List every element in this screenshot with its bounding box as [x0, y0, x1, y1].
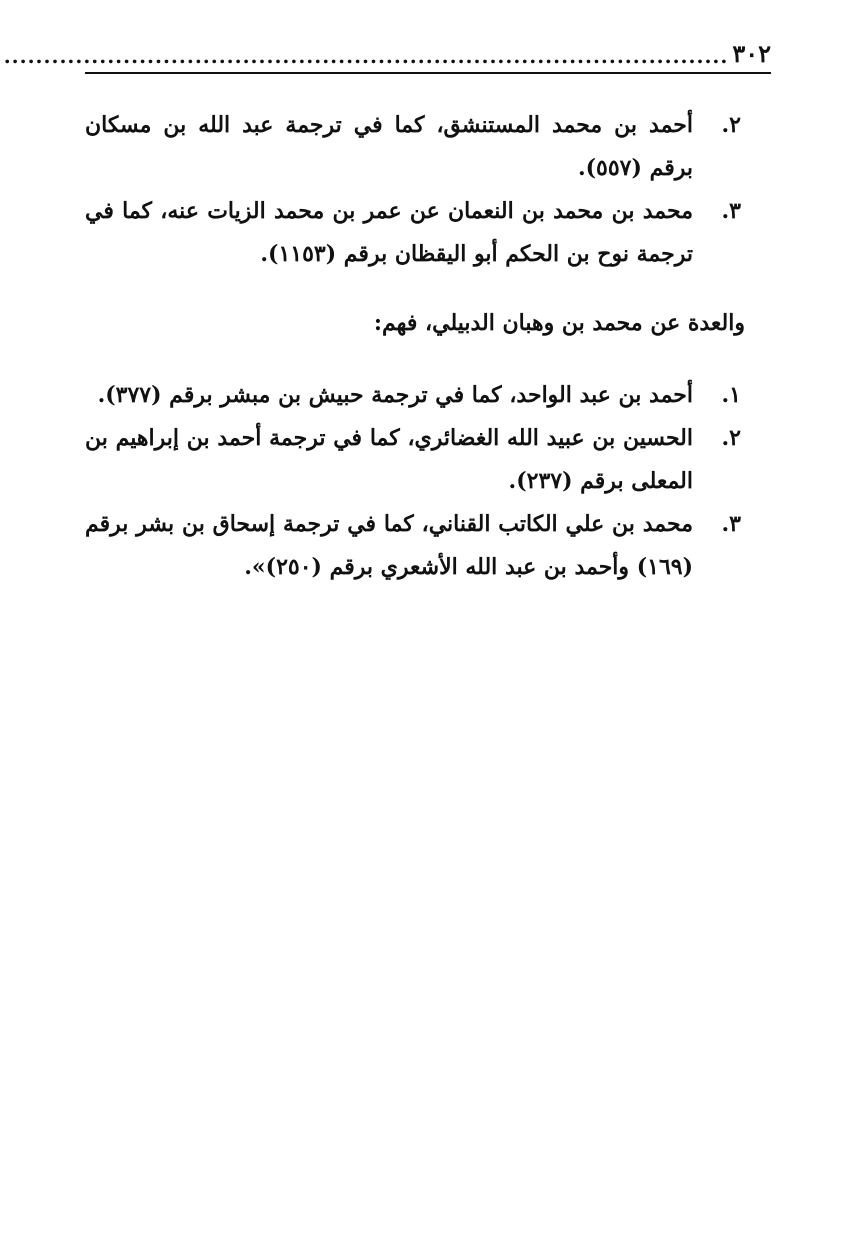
running-header: [3, 34, 771, 70]
list-item-text: أحمد بن محمد المستنشق، كما في ترجمة عبد الله بن مسكان برقم (٥٥٧).: [85, 112, 693, 181]
list-item-number: ٢.: [721, 112, 741, 138]
list-item-text: أحمد بن عبد الواحد، كما في ترجمة حبيش بن مبشر برقم (٣٧٧).: [97, 382, 693, 408]
list-item-number: ٢.: [721, 425, 741, 451]
list-item-text: محمد بن علي الكاتب القناني، كما في ترجمة إسحاق بن بشر برقم (١٦٩) وأحمد بن عبد الله الأشعري برقم (٢٥٠)».: [85, 511, 693, 580]
list-item-text: محمد بن محمد بن النعمان عن عمر بن محمد الزيات عنه، كما في ترجمة نوح بن الحكم أبو اليقظان برقم (١١٥٣).: [85, 198, 693, 267]
list-item: [85, 374, 741, 417]
page-body: [85, 104, 745, 589]
narrator-list-1: [85, 104, 741, 276]
list-item: [85, 104, 741, 190]
narrator-list-2: [85, 374, 741, 589]
list-item-number: ١.: [721, 382, 741, 408]
list-item: [85, 190, 741, 276]
list-item-number: ٣.: [721, 198, 741, 224]
header-rule: [85, 72, 771, 74]
list-item-number: ٣.: [721, 511, 741, 537]
list-item: [85, 417, 741, 503]
page-number: ٣٠٢: [732, 39, 771, 68]
header-leader-dots: ...........................................................................................: [3, 44, 729, 68]
list-item-text: الحسين بن عبيد الله الغضائري، كما في ترجمة أحمد بن إبراهيم بن المعلى برقم (٢٣٧).: [85, 425, 693, 494]
list-item: [85, 503, 741, 589]
intro-paragraph: والعدة عن محمد بن وهبان الدبيلي، فهم:: [373, 310, 745, 336]
